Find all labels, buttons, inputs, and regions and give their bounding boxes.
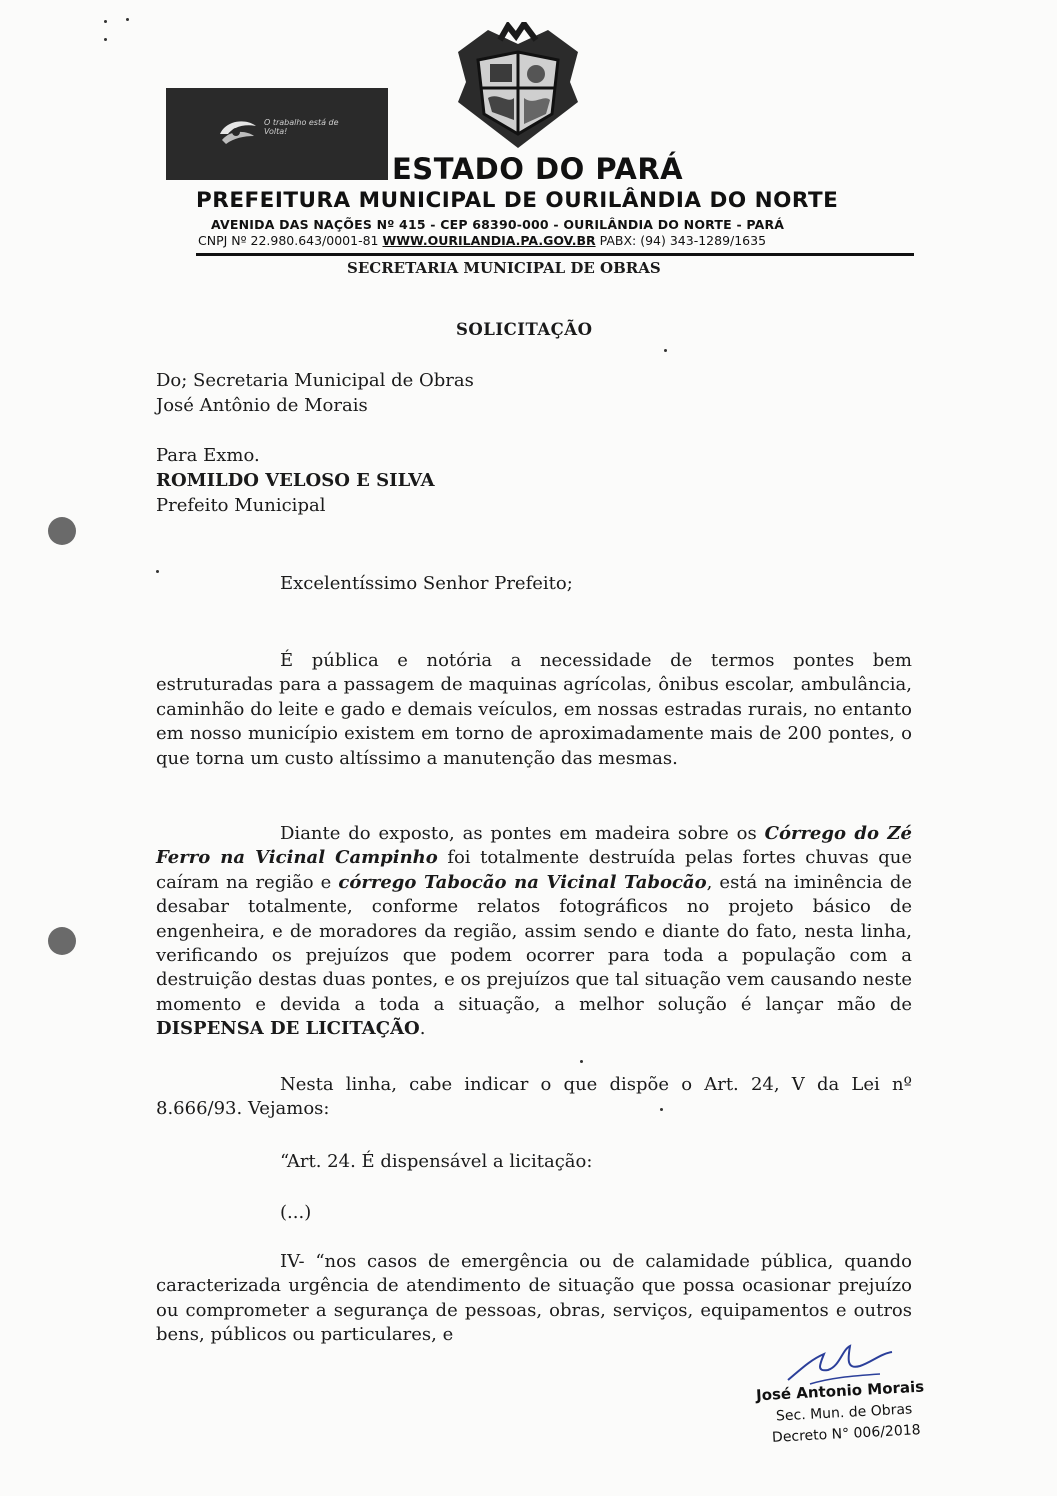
scan-speck — [580, 1060, 583, 1063]
paragraph-2-text-a: Diante do exposto, as pontes em madeira sobre os — [280, 823, 757, 844]
to-line-1: Para Exmo. — [156, 445, 260, 466]
document-title: SOLICITAÇÃO — [456, 320, 593, 339]
from-line-1: Do; Secretaria Municipal de Obras — [156, 370, 474, 391]
paragraph-2-emphasis-1: Córrego do Zé Ferro na Vicinal Campinho — [156, 823, 912, 869]
paragraph-2: Diante do exposto, as pontes em madeira sobre os Córrego do Zé Ferro na Vicinal Campinho foi totalmente destruída pelas fortes chuvas que caíram na região e córrego Tabocão na Vicinal Tabocão, está na iminência de desabar totalmente, conforme relatos fotográficos no projeto básico de engenheira, e de moradores da região, assim sendo e diante do fato, nesta linha, verificando os prejuízos que podem ocorrer para toda a população com a destruição destas duas pontes, e os prejuízos que tal situação vem causando neste momento e devida a toda a situação, a melhor solução é lançar mão de DISPENSA DE LICITAÇÃO. — [156, 823, 912, 1040]
paragraph-4 — [156, 1250, 912, 1348]
scan-speck — [104, 38, 107, 41]
scan-speck — [104, 20, 107, 23]
paragraph-2-emphasis-3: DISPENSA DE LICITAÇÃO — [156, 1018, 420, 1040]
paragraph-3 — [156, 1073, 912, 1122]
header-divider — [196, 253, 914, 256]
paragraph-2-emphasis-2: córrego Tabocão na Vicinal Tabocão — [338, 871, 707, 893]
scan-speck — [126, 18, 129, 21]
from-line-2: José Antônio de Morais — [156, 395, 368, 416]
prefeitura-title: PREFEITURA MUNICIPAL DE OURILÂNDIA DO NORTE — [196, 188, 839, 213]
address-line: AVENIDA DAS NAÇÕES Nº 415 - CEP 68390-000 - OURILÂNDIA DO NORTE - PARÁ — [211, 217, 785, 232]
quote-line-2: (...) — [280, 1202, 312, 1223]
signatory-name: José Antonio Morais — [755, 1377, 925, 1405]
signatory-role: Sec. Mun. de Obras — [775, 1401, 913, 1425]
scan-speck — [660, 1108, 663, 1111]
scan-speck — [664, 349, 667, 352]
punch-hole-top — [48, 517, 76, 545]
logo-slogan: O trabalho está de Volta! — [264, 118, 339, 136]
recipient-role: Prefeito Municipal — [156, 495, 326, 516]
state-title: ESTADO DO PARÁ — [392, 152, 684, 186]
phone-text: PABX: (94) 343-1289/1635 — [599, 233, 767, 248]
paragraph-4-text: IV- “nos casos de emergência ou de calamidade pública, quando caracterizada urgência de atendimento de situação que possa ocasionar prejuízo ou comprometer a segurança de pessoas, obras, serviços, equipamentos e outros bens, públicos ou particulares, e — [156, 1251, 912, 1346]
punch-hole-bottom — [48, 927, 76, 955]
paragraph-1 — [156, 649, 912, 771]
signatory-decree: Decreto N° 006/2018 — [771, 1422, 921, 1446]
government-logo — [166, 88, 388, 180]
swirl-logo-icon — [216, 116, 260, 146]
secretaria-heading: SECRETARIA MUNICIPAL DE OBRAS — [347, 259, 661, 277]
salutation: Excelentíssimo Senhor Prefeito; — [280, 573, 573, 594]
paragraph-2-text-c: , está na iminência de desabar totalmente, conforme relatos fotográficos no projeto básico de engenheira, e de moradores da região, assim sendo e diante do fato, nesta linha, verificando os prejuízos que podem ocorrer para toda a população com a destruição destas duas pontes, e os prejuízos que tal situação vem causando neste momento e devida a toda a situação, a melhor solução é lançar mão de — [156, 871, 912, 1015]
recipient-name: ROMILDO VELOSO E SILVA — [156, 470, 435, 491]
cnpj-text: CNPJ Nº 22.980.643/0001-81 — [198, 233, 379, 248]
paragraph-1-text: É pública e notória a necessidade de termos pontes bem estruturadas para a passagem de maquinas agrícolas, ônibus escolar, ambulância, caminhão do leite e gado e demais veículos, em nossas estradas rurais, no entanto em nosso município existem em torno de aproximadamente mais de 200 pontes, o que torna um custo altíssimo a manutenção das mesmas. — [156, 650, 912, 769]
quote-line-1: “Art. 24. É dispensável a licitação: — [280, 1151, 593, 1172]
scan-speck — [156, 570, 159, 573]
website-link[interactable]: WWW.OURILANDIA.PA.GOV.BR — [382, 233, 596, 248]
paragraph-2-text-b: foi totalmente destruída pelas fortes chuvas que caíram na região e — [156, 847, 912, 893]
coat-of-arms-icon — [448, 22, 588, 152]
contact-line — [198, 233, 766, 248]
paragraph-3-text: Nesta linha, cabe indicar o que dispõe o Art. 24, V da Lei nº 8.666/93. Vejamos: — [156, 1074, 912, 1120]
